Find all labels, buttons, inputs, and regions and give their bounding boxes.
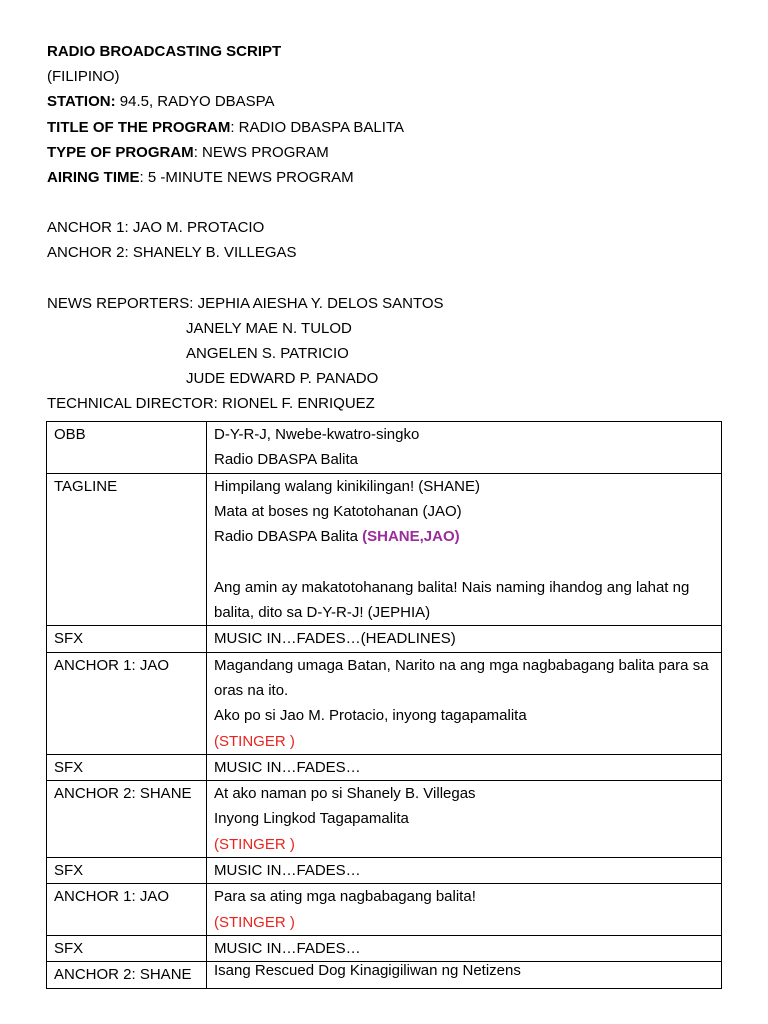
program-title-line bbox=[47, 118, 727, 143]
program-type-label: TYPE OF PROGRAM bbox=[47, 143, 194, 161]
content-cell bbox=[207, 754, 722, 780]
program-title-label: TITLE OF THE PROGRAM bbox=[47, 118, 231, 136]
anchor-1: ANCHOR 1: JAO M. PROTACIO bbox=[47, 219, 265, 237]
cue-cell: SFX bbox=[47, 626, 207, 652]
table-row bbox=[47, 652, 722, 754]
table-row bbox=[47, 473, 722, 626]
station-label: STATION: bbox=[47, 93, 116, 111]
content-line: MUSIC IN…FADES… bbox=[214, 758, 361, 776]
cue-cell: OBB bbox=[47, 422, 207, 474]
table-row bbox=[47, 884, 722, 936]
content-cell bbox=[207, 626, 722, 652]
cue-cell: ANCHOR 2: SHANE bbox=[47, 781, 207, 858]
content-line: Himpilang walang kinikilingan! (SHANE) bbox=[214, 477, 480, 495]
content-cell bbox=[207, 884, 722, 936]
content-cell bbox=[207, 422, 722, 474]
program-type-value: : NEWS PROGRAM bbox=[193, 143, 329, 161]
cue-cell: SFX bbox=[47, 754, 207, 780]
stinger-cue: (STINGER ) bbox=[214, 732, 295, 750]
spacer bbox=[47, 269, 727, 294]
program-title-value: : RADIO DBASPA BALITA bbox=[230, 118, 404, 136]
table-row bbox=[47, 626, 722, 652]
content-line: MUSIC IN…FADES… bbox=[214, 939, 361, 957]
reporter-name: JANELY MAE N. TULOD bbox=[186, 319, 352, 337]
content-cell bbox=[207, 962, 722, 988]
technical-director: TECHNICAL DIRECTOR: RIONEL F. ENRIQUEZ bbox=[47, 395, 375, 413]
reporter-name: JUDE EDWARD P. PANADO bbox=[186, 370, 379, 388]
cue-cell: TAGLINE bbox=[47, 473, 207, 626]
table-row bbox=[47, 781, 722, 858]
cue-cell: SFX bbox=[47, 935, 207, 961]
script-title: RADIO BROADCASTING SCRIPT bbox=[47, 43, 282, 60]
cue-cell: ANCHOR 1: JAO bbox=[47, 652, 207, 754]
content-cell bbox=[207, 473, 722, 626]
content-line: Inyong Lingkod Tagapamalita bbox=[214, 810, 409, 828]
airing-time-value: : 5 -MINUTE NEWS PROGRAM bbox=[139, 168, 354, 186]
content-line: Mata at boses ng Katotohanan (JAO) bbox=[214, 502, 462, 520]
content-line: Isang Rescued Dog Kinagigiliwan ng Netizens bbox=[214, 962, 521, 980]
content-line: At ako naman po si Shanely B. Villegas bbox=[214, 785, 476, 803]
anchor-2: ANCHOR 2: SHANELY B. VILLEGAS bbox=[47, 244, 297, 262]
cue-cell: ANCHOR 1: JAO bbox=[47, 884, 207, 936]
content-cell bbox=[207, 935, 722, 961]
content-line: Ang amin ay makatotohanang balita! Nais naming ihandog ang lahat ng balita, dito sa D-Y-R-J! (JEPHIA) bbox=[214, 578, 690, 622]
news-reporters: NEWS REPORTERS: JEPHIA AIESHA Y. DELOS SANTOS bbox=[47, 294, 444, 312]
cue-cell: ANCHOR 2: SHANE bbox=[47, 962, 207, 988]
table-row bbox=[47, 962, 722, 988]
content-line: Para sa ating mga nagbabagang balita! bbox=[214, 888, 476, 906]
reporter-name: ANGELEN S. PATRICIO bbox=[186, 344, 349, 362]
content-line: Radio DBASPA Balita bbox=[214, 451, 358, 469]
script-language: (FILIPINO) bbox=[47, 68, 120, 86]
table-row bbox=[47, 935, 722, 961]
station-line bbox=[47, 92, 727, 117]
airing-time-label: AIRING TIME bbox=[47, 168, 140, 186]
content-line: MUSIC IN…FADES… bbox=[214, 862, 361, 880]
content-line: D-Y-R-J, Nwebe-kwatro-singko bbox=[214, 426, 420, 443]
content-text: Radio DBASPA Balita bbox=[214, 528, 363, 546]
content-cell bbox=[207, 781, 722, 858]
script-table bbox=[46, 421, 722, 989]
content-cell bbox=[207, 858, 722, 884]
table-row bbox=[47, 754, 722, 780]
stinger-cue: (STINGER ) bbox=[214, 913, 295, 931]
blank-line bbox=[214, 549, 714, 574]
spacer bbox=[47, 193, 727, 218]
airing-time-line bbox=[47, 168, 727, 193]
content-line: Magandang umaga Batan, Narito na ang mga nagbabagang balita para sa oras na ito. bbox=[214, 656, 709, 699]
script-header bbox=[47, 42, 727, 419]
content-line: MUSIC IN…FADES…(HEADLINES) bbox=[214, 630, 456, 648]
speaker-tag: (SHANE,JAO) bbox=[362, 528, 460, 546]
content-cell bbox=[207, 652, 722, 754]
stinger-cue: (STINGER ) bbox=[214, 835, 295, 853]
cue-cell: SFX bbox=[47, 858, 207, 884]
table-row bbox=[47, 422, 722, 474]
content-line: Ako po si Jao M. Protacio, inyong tagapamalita bbox=[214, 707, 527, 725]
content-line bbox=[214, 524, 714, 549]
station-value: 94.5, RADYO DBASPA bbox=[115, 93, 275, 111]
program-type-line bbox=[47, 143, 727, 168]
table-row bbox=[47, 858, 722, 884]
